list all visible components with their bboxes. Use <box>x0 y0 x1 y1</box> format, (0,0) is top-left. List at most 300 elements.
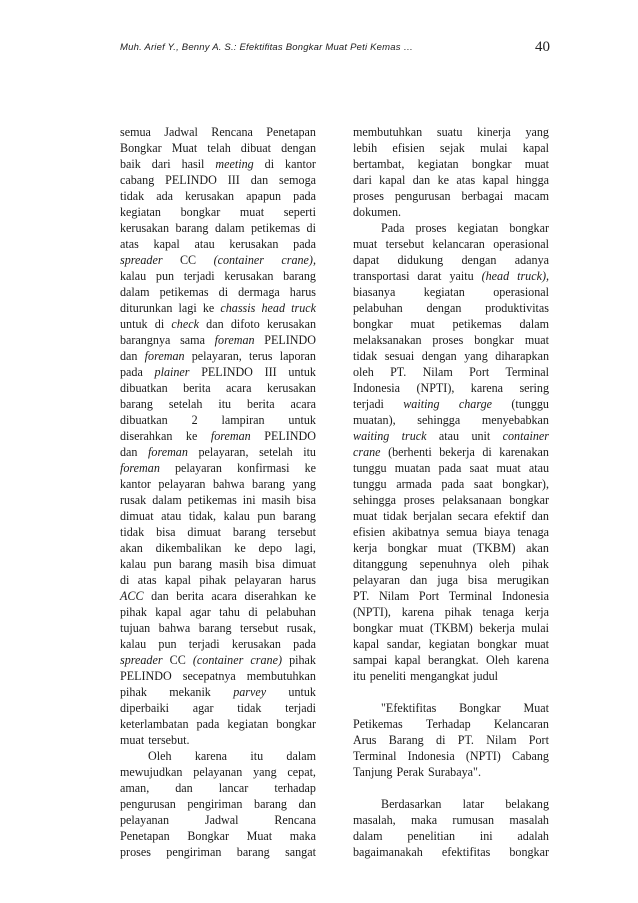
page-number: 40 <box>535 39 550 55</box>
word: oleh <box>353 365 374 379</box>
word: pengiriman <box>187 797 243 811</box>
word: maka <box>410 813 438 827</box>
word: dengan <box>426 301 462 315</box>
word: Perak <box>396 765 425 779</box>
word: sampai <box>353 653 388 667</box>
word: foreman <box>120 461 160 475</box>
word: macam <box>514 189 549 203</box>
word: terjadi <box>353 397 384 411</box>
left-text-column <box>120 124 316 860</box>
word: proses <box>415 221 447 235</box>
text-line <box>353 556 549 572</box>
text-line <box>353 620 549 636</box>
word: yang <box>464 349 488 363</box>
word: bahwa <box>212 477 245 491</box>
word: lancar <box>218 781 249 795</box>
word: ditanggung <box>353 557 408 571</box>
text-line <box>120 668 316 684</box>
word: PELINDO <box>165 173 217 187</box>
word: pada <box>441 477 465 491</box>
word: bekerja <box>439 445 475 459</box>
text-line <box>120 684 316 700</box>
text-line <box>353 124 549 140</box>
word: diperbaiki <box>120 701 170 715</box>
word: kapal <box>522 141 549 155</box>
word: (container <box>192 653 244 667</box>
word: barang <box>252 477 285 491</box>
word: di <box>120 573 130 587</box>
word: PELINDO <box>120 669 172 683</box>
word: Terminal <box>448 589 493 603</box>
text-line <box>353 684 549 700</box>
word: oleh <box>489 557 510 571</box>
word: di <box>306 221 316 235</box>
word: dan <box>120 349 138 363</box>
text-line <box>353 636 549 652</box>
text-line <box>353 268 549 284</box>
word: bahwa <box>158 621 191 635</box>
word: karena <box>194 749 228 763</box>
word: berita <box>183 381 211 395</box>
word: sandar, <box>386 637 422 651</box>
word: muat <box>496 461 521 475</box>
word: mewujudkan <box>120 765 183 779</box>
word: telah <box>207 141 231 155</box>
word: Oleh <box>148 749 172 763</box>
word: masalah <box>509 813 549 827</box>
word: unit <box>471 429 491 443</box>
word: atau <box>161 509 182 523</box>
word: "Efektifitas <box>381 701 437 715</box>
word: pun <box>257 509 276 523</box>
word: kegiatan <box>457 221 499 235</box>
text-line <box>353 588 549 604</box>
word: muat <box>524 157 549 171</box>
word: muatan <box>394 461 431 475</box>
word: kapal <box>353 637 380 651</box>
word: dibuat <box>240 141 272 155</box>
word: III <box>264 365 277 379</box>
word: kinerja <box>477 125 511 139</box>
word: Rencana <box>274 813 316 827</box>
text-line <box>120 140 316 156</box>
word: head <box>261 301 285 315</box>
text-line <box>353 428 549 444</box>
word: Nilam <box>422 365 453 379</box>
word: kalau <box>120 269 147 283</box>
word: untuk <box>288 413 316 427</box>
word: sehingga <box>417 413 461 427</box>
word: foreman <box>148 445 188 459</box>
word: bongkar), <box>502 477 549 491</box>
text-line <box>120 396 316 412</box>
word: terjadi <box>285 701 316 715</box>
text-line <box>120 524 316 540</box>
word: barang <box>236 845 270 859</box>
word: kegiatan <box>428 637 470 651</box>
word: mengangkat <box>410 669 470 683</box>
word: operasional <box>493 285 549 299</box>
word: ke <box>304 589 316 603</box>
word: efisien <box>392 141 425 155</box>
word: charge <box>458 397 493 411</box>
text-line <box>353 444 549 460</box>
word: barang <box>283 509 316 523</box>
word: baik <box>120 157 141 171</box>
text-line <box>120 300 316 316</box>
word: suatu <box>436 125 463 139</box>
word: Nilam <box>378 589 410 603</box>
word: pelayaran <box>353 573 400 587</box>
word: itu <box>353 669 366 683</box>
word: kerusakan <box>224 269 274 283</box>
text-line <box>353 364 549 380</box>
word: (TKBM) <box>472 541 516 555</box>
word: (TKBM) <box>429 621 473 635</box>
word: lebih <box>353 141 378 155</box>
word: dari <box>151 157 171 171</box>
word: membutuhkan <box>246 669 316 683</box>
word: harus <box>289 285 316 299</box>
word: rusak, <box>286 621 316 635</box>
word: untuk <box>288 365 316 379</box>
word: dokumen. <box>353 205 402 219</box>
text-line <box>120 380 316 396</box>
word: yang <box>525 125 549 139</box>
text-line <box>353 604 549 620</box>
word: kalau <box>223 509 250 523</box>
word: tidak <box>237 701 262 715</box>
word: Terminal <box>505 365 549 379</box>
text-line <box>353 476 549 492</box>
word: penelitian <box>407 829 456 843</box>
word: petikemas <box>251 221 301 235</box>
word: latar <box>462 797 485 811</box>
text-line <box>353 508 549 524</box>
word: sehingga <box>353 493 396 507</box>
word: tidak <box>120 525 145 539</box>
word: tidak <box>353 349 378 363</box>
word: pada <box>120 365 143 379</box>
word: barang <box>198 621 232 635</box>
word: foreman <box>144 349 185 363</box>
word: dibuatkan <box>120 413 168 427</box>
word: diturunkan <box>120 301 173 315</box>
word: hingga <box>516 173 549 187</box>
word: Muat <box>246 829 273 843</box>
word: parvey <box>233 685 267 699</box>
word: lagi, <box>294 541 316 555</box>
word: pelayaran, <box>191 349 242 363</box>
word: petikemas <box>159 285 209 299</box>
word: Penetapan <box>266 125 316 139</box>
word: dari <box>353 173 372 187</box>
word: dimuat <box>120 509 154 523</box>
word: petikemas <box>187 493 237 507</box>
word: kerusakan <box>120 221 170 235</box>
word: harus <box>289 573 316 587</box>
word: untuk <box>288 685 316 699</box>
word: tersebut <box>240 621 279 635</box>
word: ke <box>185 429 198 443</box>
text-line <box>353 380 549 396</box>
word: pengurusan <box>394 189 451 203</box>
text-line <box>120 508 316 524</box>
word: tujuan <box>120 621 151 635</box>
page-header <box>120 40 550 62</box>
word: Kelancaran <box>493 717 549 731</box>
word: masih <box>261 493 291 507</box>
word: Tanjung <box>353 765 393 779</box>
word: yaitu <box>449 269 474 283</box>
word: pihak <box>522 557 549 571</box>
running-head: Muh. Arief Y., Benny A. S.: Efektifitas Bongkar Muat Peti Kemas … <box>120 42 414 53</box>
text-line <box>120 748 316 764</box>
word: terjadi <box>183 269 215 283</box>
word: kapal <box>153 237 180 251</box>
word: tersebut <box>385 237 424 251</box>
text-line <box>120 316 316 332</box>
word: 2 <box>191 413 198 427</box>
word: ada <box>156 189 174 203</box>
word: rusak <box>120 493 147 507</box>
word: Port <box>528 733 549 747</box>
word: (NPTI), <box>416 381 455 395</box>
text-line <box>120 556 316 572</box>
word: Cabang <box>512 749 549 763</box>
word: pelayaran <box>174 461 222 475</box>
text-line <box>120 428 316 444</box>
word: mekanik <box>169 685 211 699</box>
word: judul <box>473 669 499 683</box>
text-line <box>353 572 549 588</box>
word: dibuatkan <box>120 381 168 395</box>
word: terus <box>248 349 273 363</box>
word: ACC <box>120 589 144 603</box>
word: kerusakan <box>266 317 316 331</box>
word: efektifitas <box>441 845 491 859</box>
word: akan <box>120 541 143 555</box>
word: PT. <box>353 589 370 603</box>
word: bongkar <box>509 493 549 507</box>
text-line <box>353 316 549 332</box>
word: pihak <box>444 605 472 619</box>
word: rumusan <box>452 813 495 827</box>
word: seperti <box>283 205 316 219</box>
text-line <box>120 364 316 380</box>
text-line <box>120 572 316 588</box>
word: bongkar <box>509 221 549 235</box>
text-line <box>353 412 549 428</box>
word: kerusakan <box>185 189 235 203</box>
word: bisa <box>255 557 275 571</box>
word: (container <box>213 253 264 267</box>
word: bongkar <box>387 541 428 555</box>
word: melaksanakan <box>353 333 422 347</box>
word: pelayaran, <box>198 445 249 459</box>
word: (NPTI), <box>353 605 391 619</box>
word: karena <box>401 605 434 619</box>
word: kantor <box>285 157 316 171</box>
word: atas <box>456 173 476 187</box>
word: di <box>248 605 258 619</box>
word: pun <box>153 557 172 571</box>
text-line <box>120 172 316 188</box>
word: muatan), <box>353 413 396 427</box>
word: tunggu <box>353 477 387 491</box>
word: dalam <box>353 829 383 843</box>
text-line <box>120 588 316 604</box>
word: menyebabkan <box>481 413 549 427</box>
word: mulai <box>480 141 508 155</box>
word: barang <box>254 797 287 811</box>
word: dan <box>531 509 549 523</box>
text-line <box>120 828 316 844</box>
word: tenaga <box>482 605 515 619</box>
word: operasional <box>493 237 549 251</box>
text-line <box>120 716 316 732</box>
word: itu <box>250 749 264 763</box>
word: tidak <box>120 189 145 203</box>
word: tidak <box>383 509 408 523</box>
word: kegiatan <box>227 717 269 731</box>
word: spreader <box>120 253 163 267</box>
word: laporan <box>279 349 316 363</box>
word: pelayaran <box>158 477 206 491</box>
word: bongkar <box>353 621 393 635</box>
word: masalah, <box>353 813 396 827</box>
word: saat <box>469 461 489 475</box>
text-line <box>353 828 549 844</box>
word: Arus <box>353 733 377 747</box>
text-line <box>120 476 316 492</box>
word: PELINDO <box>264 429 316 443</box>
word: CC <box>169 653 186 667</box>
word: (NPTI) <box>465 749 501 763</box>
word: yang <box>253 765 277 779</box>
word: dan <box>206 317 224 331</box>
word: ke <box>304 461 316 475</box>
word: ini <box>479 829 493 843</box>
text-line <box>353 348 549 364</box>
word: sesuai <box>384 349 415 363</box>
word: proses <box>432 333 464 347</box>
text-line <box>120 252 316 268</box>
word: acara <box>226 381 252 395</box>
word: atau <box>194 237 215 251</box>
word: PELINDO <box>201 365 253 379</box>
word: truck <box>401 429 427 443</box>
word: muat <box>353 237 378 251</box>
word: biasanya <box>353 285 396 299</box>
word: atas <box>137 573 157 587</box>
word: akibatnya <box>392 525 440 539</box>
word: di <box>436 733 446 747</box>
word: keterlambatan <box>120 717 189 731</box>
word: pelabuhan <box>353 301 403 315</box>
word: foreman <box>214 333 255 347</box>
word: kerusakan <box>231 637 281 651</box>
word: diserahkan <box>244 589 297 603</box>
text-line <box>120 540 316 556</box>
text-line <box>120 812 316 828</box>
word: kerja <box>524 605 549 619</box>
word: cepat, <box>287 765 316 779</box>
word: berita <box>247 397 275 411</box>
text-line <box>120 604 316 620</box>
text-line <box>120 412 316 428</box>
word: diserahkan <box>120 429 173 443</box>
word: efisien <box>353 525 386 539</box>
text-line <box>120 332 316 348</box>
word: konfirmasi <box>237 461 290 475</box>
word: dan <box>412 173 431 187</box>
word: dan <box>175 781 193 795</box>
word: Muat <box>523 701 549 715</box>
word: peneliti <box>369 669 407 683</box>
word: di <box>264 157 275 171</box>
word: ke <box>437 173 449 187</box>
word: Nilam <box>486 733 517 747</box>
word: pun <box>155 269 175 283</box>
text-line <box>120 652 316 668</box>
word: dalam <box>214 221 245 235</box>
text-line <box>353 156 549 172</box>
word: (head <box>481 269 510 283</box>
word: chassis <box>220 301 256 315</box>
text-line <box>353 220 549 236</box>
word: pada <box>293 189 316 203</box>
word: dapat <box>353 253 380 267</box>
word: cabang <box>120 173 155 187</box>
word: adalah <box>517 829 549 843</box>
word: barangnya <box>120 333 171 347</box>
word: semua <box>120 125 151 139</box>
word: pihak <box>120 685 147 699</box>
word: acara <box>290 397 316 411</box>
word: Port <box>418 589 440 603</box>
word: dalam <box>120 285 150 299</box>
word: muat <box>524 637 549 651</box>
word: spreader <box>120 653 163 667</box>
text-line <box>353 396 549 412</box>
word: mulai <box>521 621 549 635</box>
word: dan <box>409 573 428 587</box>
word: bongkar <box>471 157 512 171</box>
word: Bongkar <box>459 701 501 715</box>
word: waiting <box>403 397 440 411</box>
word: kapal <box>164 573 192 587</box>
word: Rencana <box>211 125 253 139</box>
word: pihak <box>289 653 316 667</box>
word: dermaga <box>238 285 280 299</box>
text-line <box>353 652 549 668</box>
word: Bongkar <box>120 141 162 155</box>
text-line <box>353 748 549 764</box>
word: Muat <box>171 141 198 155</box>
text-line <box>120 700 316 716</box>
word: barang <box>175 221 209 235</box>
word: kerusakan <box>229 237 279 251</box>
word: tunggu <box>353 461 387 475</box>
word: muat <box>524 333 549 347</box>
word: muat <box>239 205 265 219</box>
word: pada <box>196 717 220 731</box>
word: Port <box>469 365 490 379</box>
word: setelah <box>259 445 293 459</box>
text-line <box>353 716 549 732</box>
word: juga <box>437 573 459 587</box>
